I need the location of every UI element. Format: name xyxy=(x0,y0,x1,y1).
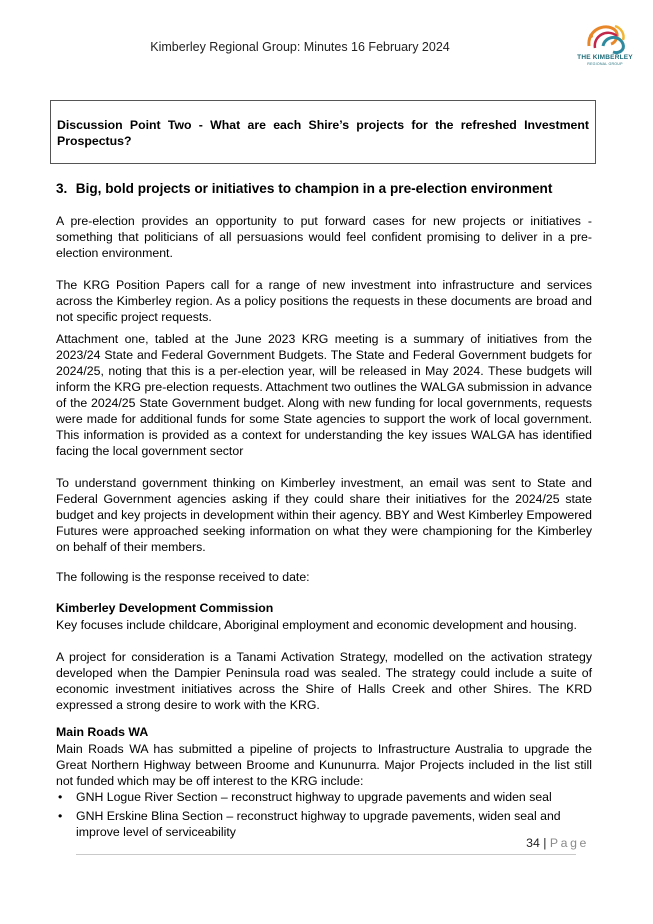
paragraph: The KRG Position Papers call for a range of new investment into infrastructure and services across the Kimberley region. As a policy positions the requests in these documents are broad and not specific project requests. xyxy=(56,278,592,324)
list-item: • GNH Erskine Blina Section – reconstruct highway to upgrade pavements, widen seal and improve level of serviceability xyxy=(58,809,561,839)
mrwa-heading: Main Roads WA xyxy=(56,725,149,739)
paragraph: The following is the response received to date: xyxy=(56,570,310,584)
mrwa-paragraph: Main Roads WA has submitted a pipeline of projects to Infrastructure Australia to upgrade the Great Northern Highway between Broome and Kununurra. Major Projects included in the list still not funded which may be off interest to the KRG include: xyxy=(56,742,592,788)
kdc-paragraph: A project for consideration is a Tanami Activation Strategy, modelled on the activation strategy developed when the Dampier Peninsula road was sealed. The strategy could include a suite of economic investment initiatives across the Shire of Halls Creek and other Shires. The KRD expressed a strong desire to work with the KRG. xyxy=(56,650,592,712)
kimberley-logo xyxy=(575,16,637,82)
kdc-heading: Kimberley Development Commission xyxy=(56,601,274,615)
logo-text: THE KIMBERLEY REGIONAL GROUP xyxy=(577,54,633,66)
discussion-box xyxy=(50,100,596,164)
section-heading xyxy=(56,181,552,196)
discussion-point-text: Discussion Point Two - What are each Shire’s projects for the refreshed Investment Prospectus? xyxy=(57,118,589,148)
footer-divider xyxy=(76,854,576,855)
kdc-line: Key focuses include childcare, Aboriginal employment and economic development and housing. xyxy=(56,618,577,632)
mrwa-bullet-list xyxy=(56,789,592,840)
bullet-icon: • xyxy=(58,809,63,823)
paragraph: Attachment one, tabled at the June 2023 KRG meeting is a summary of initiatives from the 2023/24 State and Federal Government Budgets. The State and Federal Government budgets for 2024/25, noting that this is a per-election year, will be released in May 2024. These budgets will inform the KRG pre-election requests. Attachment two outlines the WALGA submission in advance of the 2024/25 State Government budget. Along with new funding for local governments, requests were made for additional funds for some State agencies to support the work of local government. This information is provided as a context for understanding the key issues WALGA has identified facing the local government sector xyxy=(56,332,592,458)
header-title: Kimberley Regional Group: Minutes 16 February 2024 xyxy=(150,40,450,54)
paragraph: To understand government thinking on Kimberley investment, an email was sent to State and Federal Government agencies asking if they could share their initiatives for the 2024/25 state budget and key projects in development within their agency. BBY and West Kimberley Empowered Futures were approached seeking information on what they were championing for the Kimberley on behalf of their members. xyxy=(56,476,592,554)
section-title: Big, bold projects or initiatives to champion in a pre-election environment xyxy=(75,181,553,196)
page-number: 34 | Page xyxy=(526,836,589,850)
bullet-icon: • xyxy=(58,790,63,804)
section-number: 3. xyxy=(56,181,68,196)
paragraph: A pre-election provides an opportunity to put forward cases for new projects or initiatives - something that politicians of all persuasions would feel confident promising to deliver in a pre-election environment. xyxy=(56,214,592,260)
list-item: • GNH Logue River Section – reconstruct highway to upgrade pavements and widen seal xyxy=(58,790,552,804)
